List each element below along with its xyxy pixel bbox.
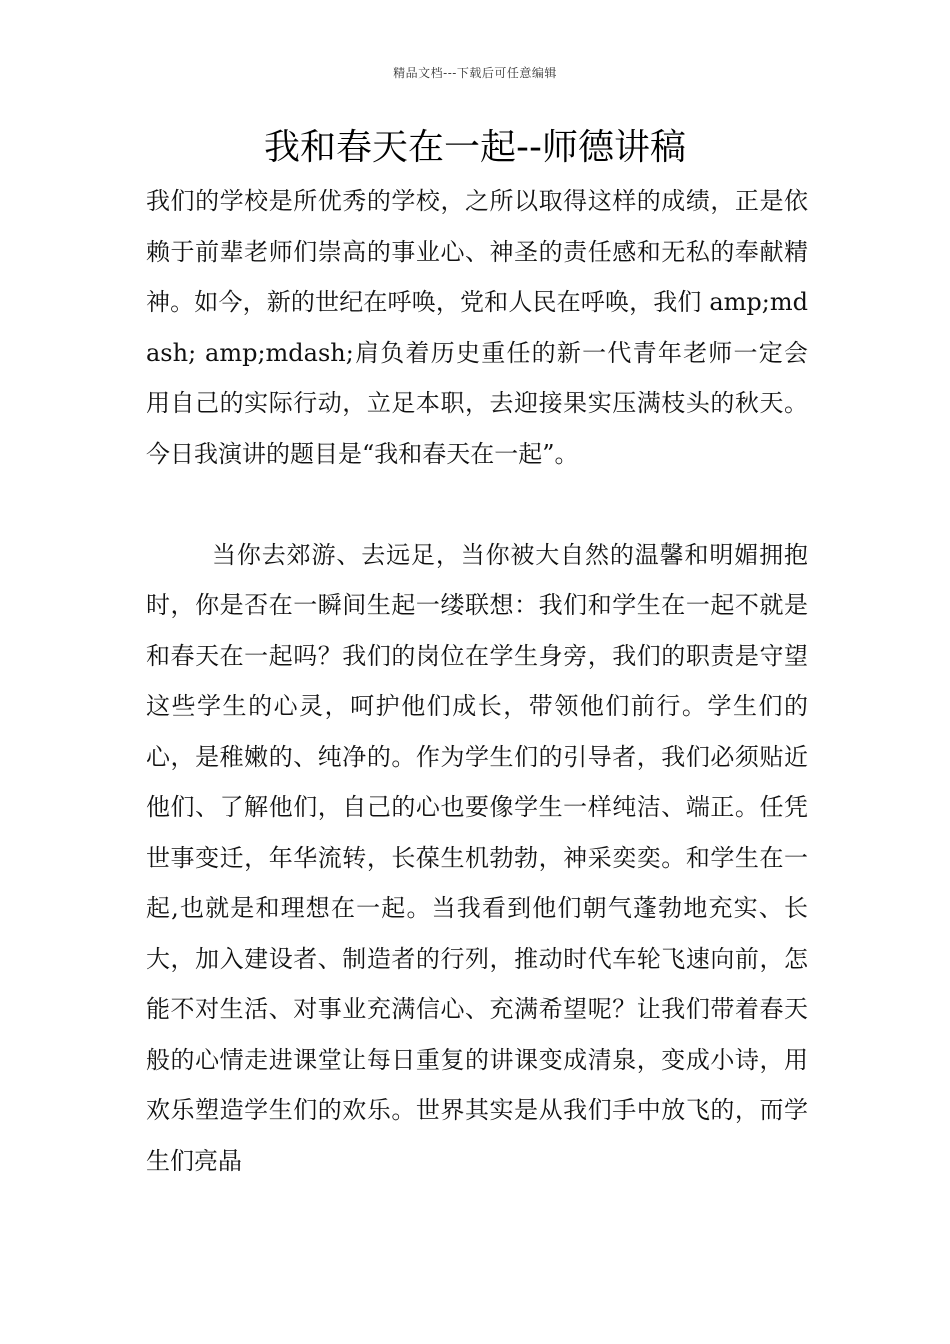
page-header-note: 精品文档---下载后可任意编辑 — [393, 66, 557, 80]
paragraph-spacer — [146, 479, 808, 530]
paragraph-intro: 我们的学校是所优秀的学校，之所以取得这样的成绩，正是依赖于前辈老师们崇高的事业心、神圣的责任感和无私的奉献精神。如今，新的世纪在呼唤，党和人民在呼唤，我们 amp;mdash; amp;mdash;肩负着历史重任的新一代青年老师一定会用自己的实际行动，立足本职，去迎接果实压满枝头的秋天。今日我演讲的题目是“我和春天在一起”。 — [146, 187, 808, 468]
document-title: 我和春天在一起--师德讲稿 — [264, 127, 686, 168]
paragraph-spring: 当你去郊游、去远足，当你被大自然的温馨和明媚拥抱时，你是否在一瞬间生起一缕联想：我们和学生在一起不就是和春天在一起吗？我们的岗位在学生身旁，我们的职责是守望这些学生的心灵，呵护他们成长，带领他们前行。学生们的心，是稚嫩的、纯净的。作为学生们的引导者，我们必须贴近他们、了解他们，自己的心也要像学生一样纯洁、端正。任凭世事变迁，年华流转，长葆生机勃勃，神采奕奕。和学生在一起,也就是和理想在一起。当我看到他们朝气蓬勃地充实、长大，加入建设者、制造者的行列，推动时代车轮飞速向前，怎能不对生活、对事业充满信心、充满希望呢？让我们带着春天般的心情走进课堂让每日重复的讲课变成清泉，变成小诗，用欢乐塑造学生们的欢乐。世界其实是从我们手中放飞的，而学生们亮晶 — [146, 540, 808, 1175]
document-body — [146, 176, 808, 1186]
